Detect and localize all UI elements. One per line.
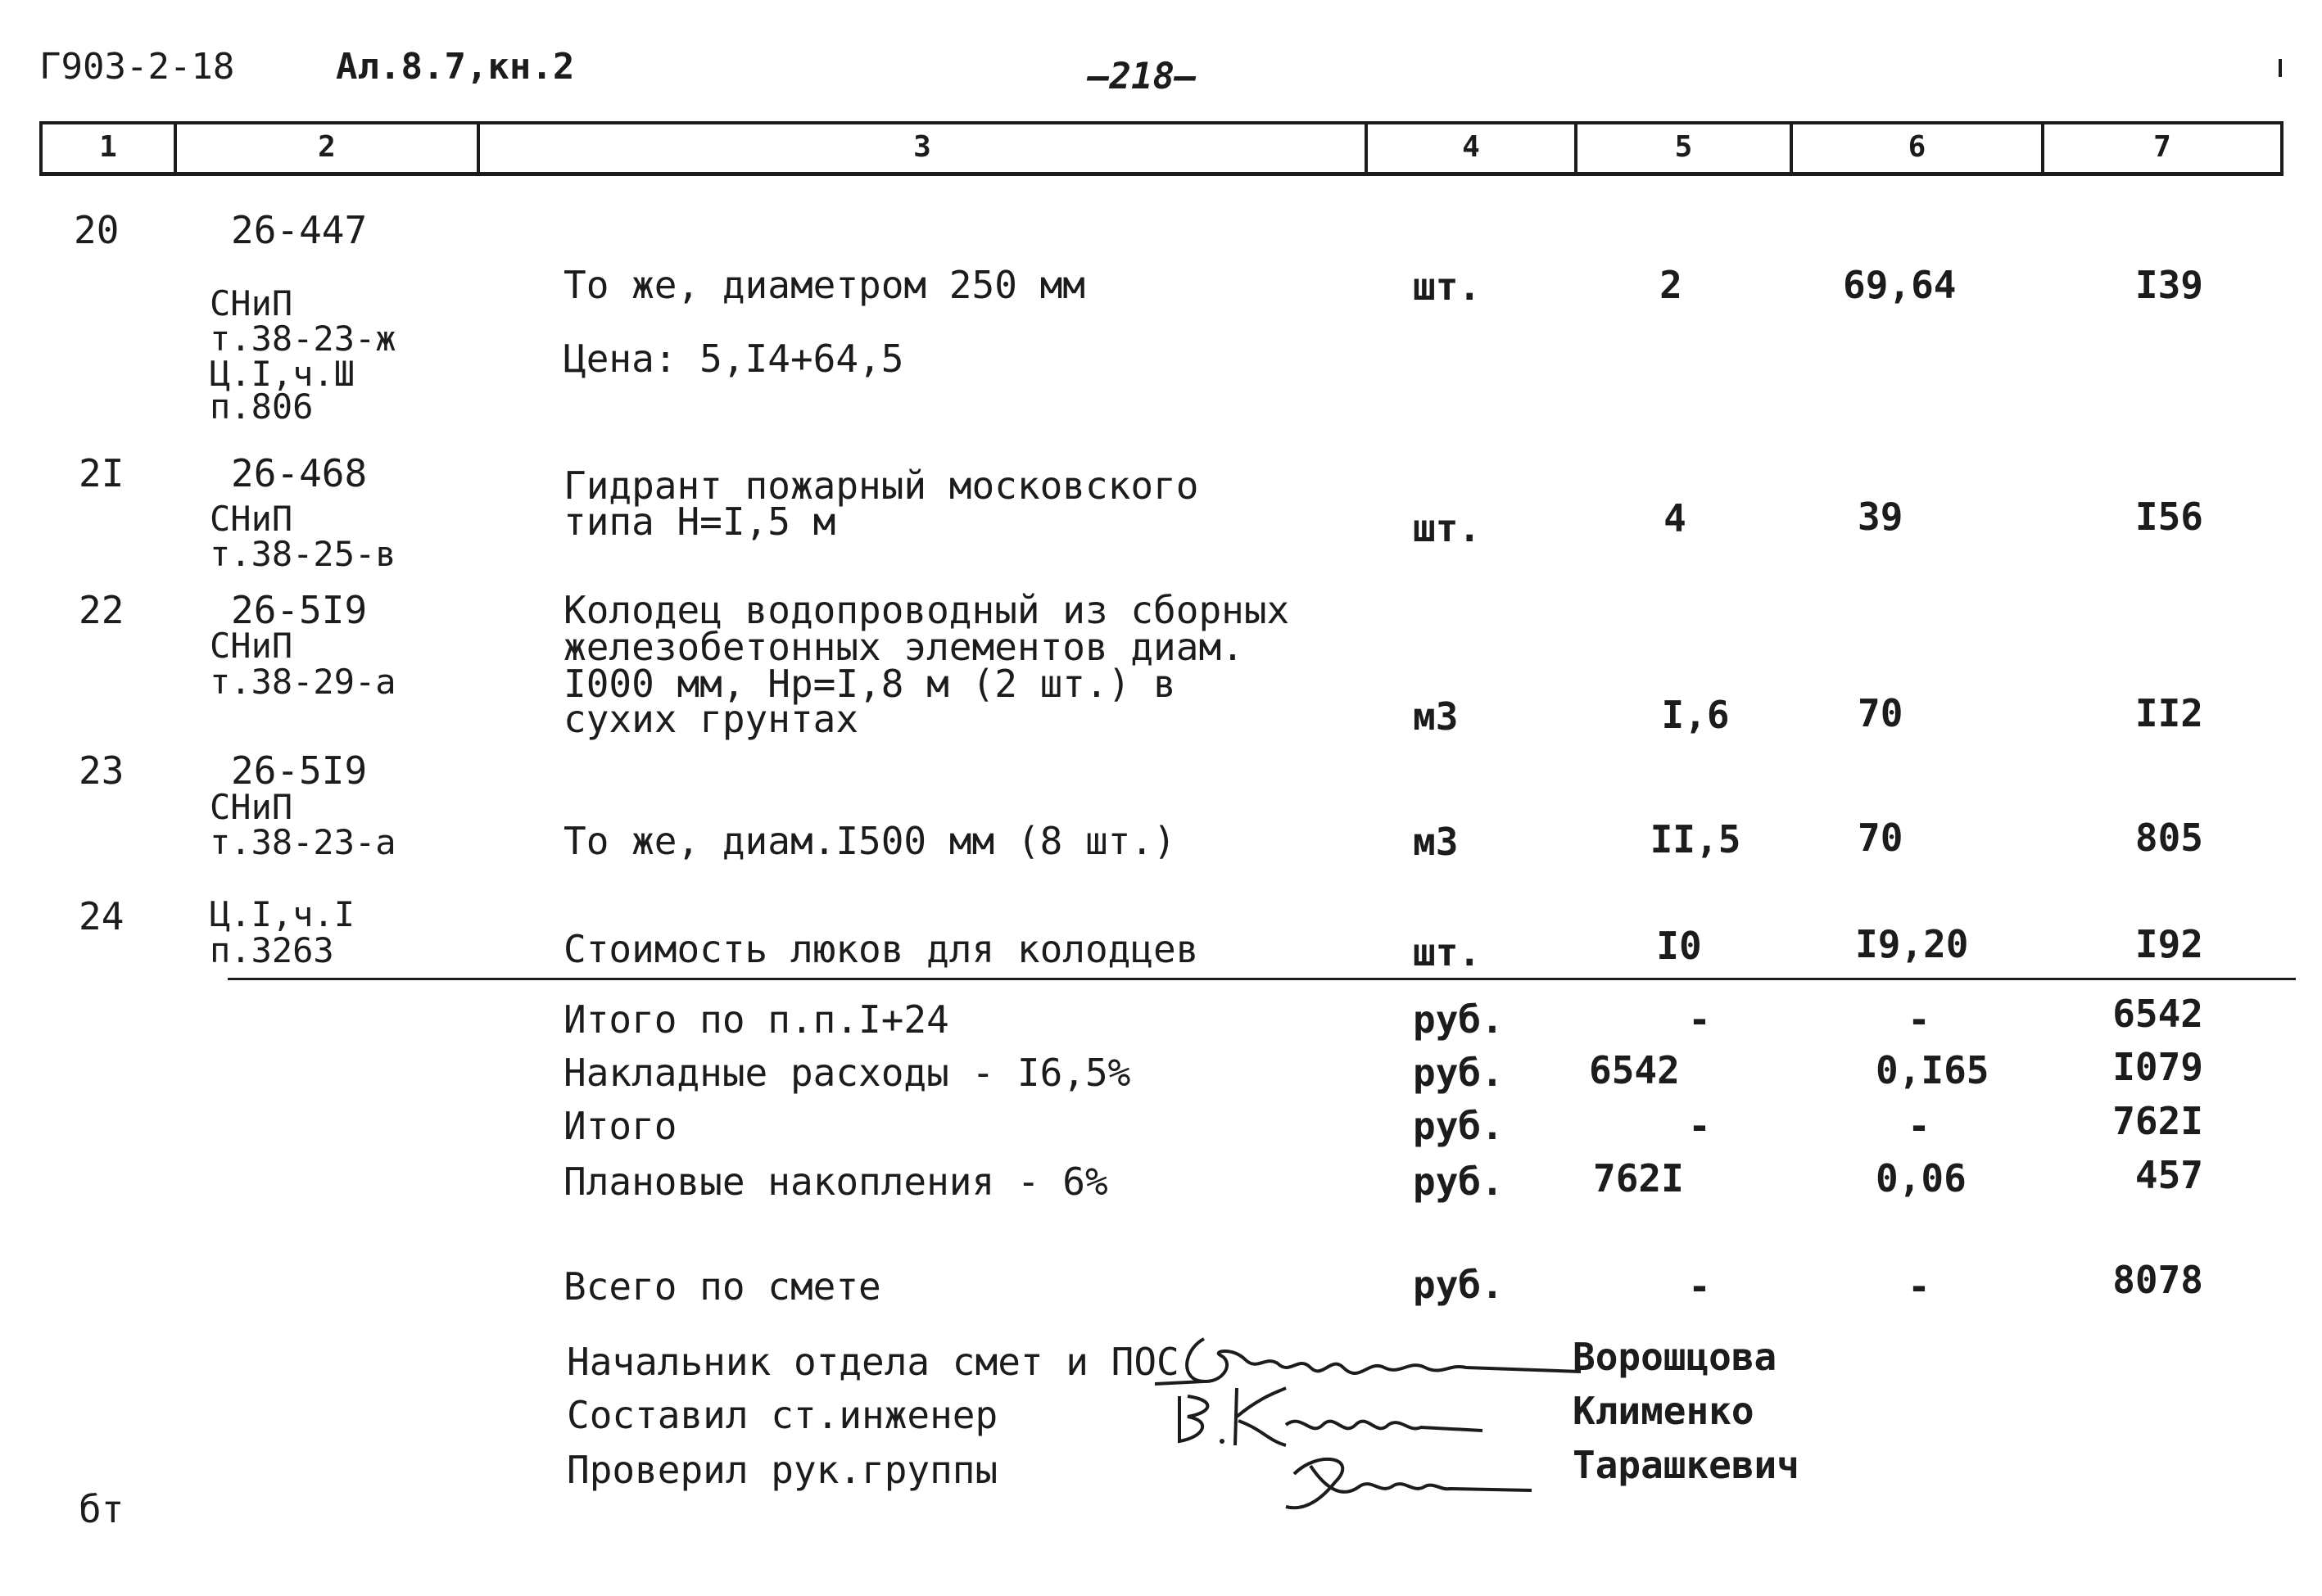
unit-cell: шт. [1413,264,1482,309]
norm-ref-line: п.806 [210,387,314,427]
norm-ref-line: СНиП [210,499,293,539]
row-number: 23 [79,748,124,793]
totals-base: 6542 [1589,1048,1680,1092]
totals-rate: - [1908,1104,1930,1148]
item-description: I000 мм, Нр=I,8 м (2 шт.) в [564,662,1176,706]
item-description: То же, диам.I500 мм (8 шт.) [564,819,1176,863]
totals-rate: 0,06 [1876,1156,1967,1200]
unit-price-cell: 70 [1858,691,1903,735]
norm-ref-line: СНиП [210,787,293,827]
totals-label: Всего по смете [564,1264,881,1309]
signature-name: Тарашкевич [1573,1443,1799,1487]
totals-base: - [1688,1264,1711,1309]
unit-price-cell: 39 [1858,495,1903,539]
quantity-cell: I,6 [1661,693,1730,737]
handwritten-signature [1270,1441,1532,1521]
item-description: железобетонных элементов диам. [564,625,1244,669]
unit-price-cell: I9,20 [1855,922,1969,966]
totals-unit: руб. [1413,997,1504,1042]
footer-mark: бт [79,1487,124,1531]
totals-sum: 457 [2134,1153,2203,1197]
norm-ref-line: СНиП [210,626,293,666]
row-number: 2I [79,451,124,495]
signature-name: Клименко [1573,1389,1754,1433]
totals-label: Плановые накопления - 6% [564,1160,1108,1204]
norm-ref-line: т.38-25-в [210,534,396,574]
norm-ref-line: Ц.I,ч.Ш [210,354,355,394]
item-description: Стоимость люков для колодцев [564,927,1199,971]
unit-cell: шт. [1413,930,1482,974]
item-description: Гидрант пожарный московского [564,463,1199,508]
quantity-cell: I0 [1656,924,1702,968]
column-number: 1 [99,130,117,164]
totals-label: Итого [564,1104,677,1148]
total-cost-cell: I92 [2134,922,2203,966]
unit-cell: м3 [1413,694,1459,739]
corner-mark [2279,59,2282,77]
totals-base: - [1688,997,1711,1042]
item-description: сухих грунтах [564,697,859,741]
norm-ref-line: Ц.I,ч.I [210,894,355,934]
page-number: —218— [1088,56,1197,97]
column-number: 7 [2153,130,2171,164]
norm-ref-line: 26-447 [231,208,368,252]
signature-name: Ворошцова [1573,1335,1777,1379]
unit-price-cell: 69,64 [1843,263,1957,307]
item-description: Цена: 5,I4+64,5 [564,337,904,381]
column-number: 2 [318,130,336,164]
quantity-cell: 4 [1663,496,1686,540]
quantity-cell: 2 [1659,263,1682,307]
totals-rate: - [1908,997,1930,1042]
norm-ref-line: 26-468 [231,451,368,495]
totals-unit: руб. [1413,1160,1504,1204]
totals-unit: руб. [1413,1051,1504,1095]
item-description: То же, диаметром 250 мм [564,263,1085,307]
total-cost-cell: I56 [2134,495,2203,539]
unit-price-cell: 70 [1858,816,1903,860]
totals-base: - [1688,1104,1711,1148]
totals-sum: I079 [2112,1045,2203,1089]
norm-ref-line: 26-5I9 [231,748,368,793]
column-number: 3 [913,130,931,164]
signature-role: Составил ст.инженер [567,1393,998,1437]
quantity-cell: II,5 [1650,817,1741,861]
totals-sum: 8078 [2112,1258,2203,1302]
row-number: 20 [74,208,120,252]
total-cost-cell: I39 [2134,263,2203,307]
column-number: 6 [1908,130,1926,164]
header-divider [2280,121,2284,175]
totals-base: 762I [1593,1156,1684,1200]
norm-ref-line: т.38-29-а [210,662,396,702]
header-bottom-line [39,172,2284,176]
norm-ref-line: т.38-23-а [210,822,396,862]
header-top-line [39,121,2284,124]
column-number: 5 [1674,130,1693,164]
totals-rate: 0,I65 [1876,1048,1989,1092]
signature-role: Начальник отдела смет и ПОС [567,1340,1179,1384]
signature-role: Проверил рук.группы [567,1448,998,1492]
norm-ref-line: СНиП [210,283,293,323]
totals-sum: 6542 [2112,992,2203,1036]
total-cost-cell: II2 [2134,691,2203,735]
totals-sum: 762I [2112,1099,2203,1143]
row-number: 24 [79,894,124,938]
norm-ref-line: 26-5I9 [231,588,368,632]
total-cost-cell: 805 [2134,816,2203,860]
totals-unit: руб. [1413,1263,1504,1307]
norm-ref-line: п.3263 [210,930,334,970]
totals-label: Накладные расходы - I6,5% [564,1051,1131,1095]
item-description: Колодец водопроводный из сборных [564,588,1290,632]
totals-rate: - [1908,1264,1930,1309]
totals-unit: руб. [1413,1104,1504,1148]
album-ref: Ал.8.7,кн.2 [336,46,575,88]
item-description: типа Н=I,5 м [564,500,836,544]
row-number: 22 [79,588,124,632]
totals-separator-line [228,978,2296,980]
totals-label: Итого по п.п.I+24 [564,997,949,1042]
unit-cell: м3 [1413,820,1459,864]
norm-ref-line: т.38-23-ж [210,319,396,359]
column-number: 4 [1462,130,1480,164]
unit-cell: шт. [1413,506,1482,550]
doc-code: Г903-2-18 [39,46,235,88]
